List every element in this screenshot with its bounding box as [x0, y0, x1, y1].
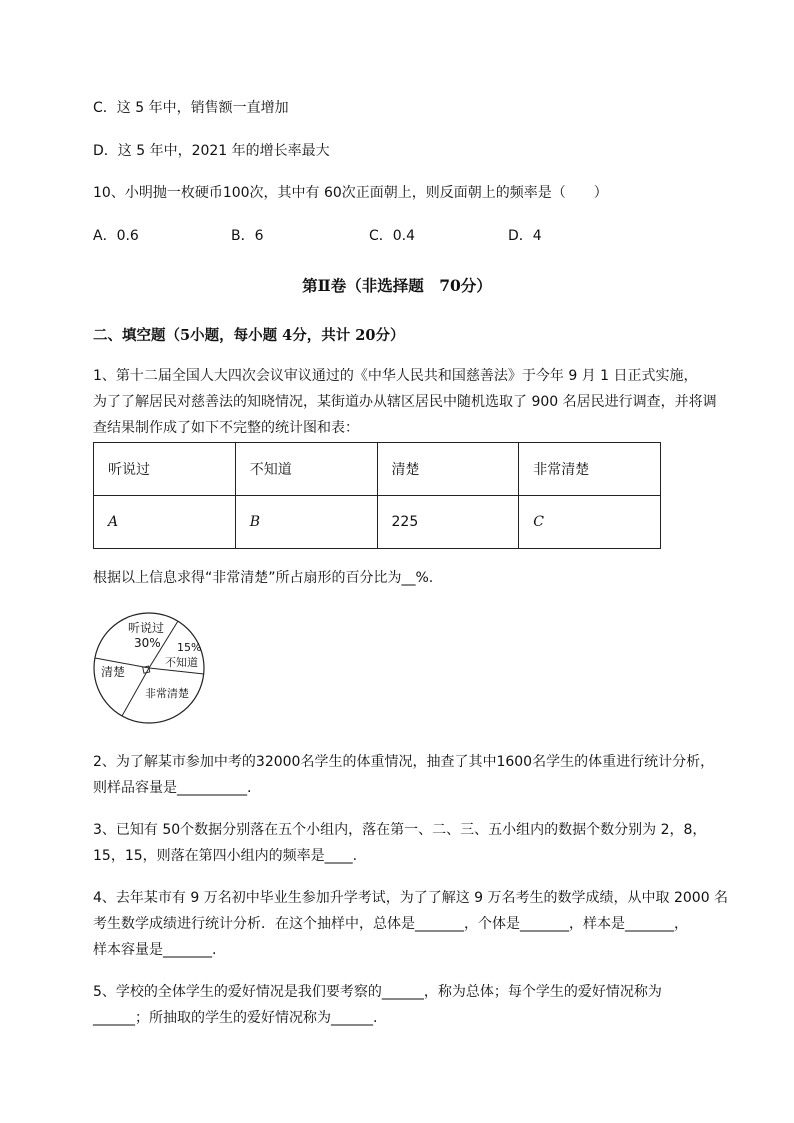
q2-line-1: 2、为了解某市参加中考的32000名学生的体重情况，抽查了其中1600名学生的体重进行统计分析，	[93, 754, 715, 770]
q3-line-2: 15，15，则落在第四小组内的频率是____.	[93, 848, 358, 864]
survey-table	[93, 442, 661, 549]
q10-stem: 10、小明抛一枚硬币100次，其中有 60次正面朝上，则反面朝上的频率是（ ）	[93, 185, 608, 201]
q4-line-3: 样本容量是_______.	[93, 942, 217, 958]
table-value-cell: 225	[377, 496, 519, 549]
q10-option-d: D．4	[508, 228, 542, 244]
pie-label-very-clear: 非常清楚	[145, 687, 189, 700]
q10-option-c: C．0.4	[369, 228, 416, 244]
pie-label-unknown: 不知道	[165, 656, 198, 669]
table-header-cell: 不知道	[235, 443, 377, 496]
pie-label-heard: 听说过	[128, 621, 165, 635]
q1-line-1: 1、第十二届全国人大四次会议审议通过的《中华人民共和国慈善法》于今年 9 月 1 日正式实施，	[93, 368, 698, 384]
table-value-row	[94, 496, 661, 549]
table-header-cell: 非常清楚	[519, 443, 661, 496]
q10-option-b: B．6	[231, 228, 264, 244]
q5-line-1: 5、学校的全体学生的爱好情况是我们要考察的______，称为总体；每个学生的爱好情况称为	[93, 984, 662, 1000]
table-header-cell: 清楚	[377, 443, 519, 496]
table-header-row	[94, 443, 661, 496]
q4-line-1: 4、去年某市有 9 万名初中毕业生参加升学考试，为了了解这 9 万名考生的数学成绩，从中取 2000 名	[93, 890, 729, 906]
table-value-cell: A	[94, 496, 236, 549]
pie-chart	[92, 612, 210, 730]
q4-line-2: 考生数学成绩进行统计分析．在这个抽样中，总体是_______，个体是_______，样本是_______，	[93, 916, 688, 932]
pie-label-clear: 清楚	[101, 665, 126, 679]
q1-question: 根据以上信息求得“非常清楚”所占扇形的百分比为__%.	[93, 570, 434, 586]
table-value-cell: B	[235, 496, 377, 549]
q1-line-2: 为了了解居民对慈善法的知晓情况，某街道办从辖区居民中随机选取了 900 名居民进行调查，并将调	[93, 394, 717, 410]
pie-label-unknown-pct: 15%	[177, 641, 202, 654]
q10-option-a: A．0.6	[93, 228, 139, 244]
table-header-cell: 听说过	[94, 443, 236, 496]
pie-label-heard-pct: 30%	[134, 636, 161, 650]
q5-line-2: ______；所抽取的学生的爱好情况称为______.	[93, 1010, 378, 1026]
part-title: 二、填空题（5小题，每小题 4分，共计 20分）	[93, 327, 405, 344]
q9-option-c: C．这 5 年中，销售额一直增加	[93, 100, 289, 116]
table-value-cell: C	[519, 496, 661, 549]
q1-line-3: 查结果制作成了如下不完整的统计图和表：	[93, 420, 359, 436]
q3-line-1: 3、已知有 50个数据分别落在五个小组内，落在第一、二、三、五小组内的数据个数分别为 2，8，	[93, 822, 707, 838]
section-title: 第Ⅱ卷（非选择题 70分）	[302, 276, 492, 295]
q2-line-2: 则样品容量是__________.	[93, 780, 252, 796]
q9-option-d: D．这 5 年中，2021 年的增长率最大	[93, 143, 330, 159]
